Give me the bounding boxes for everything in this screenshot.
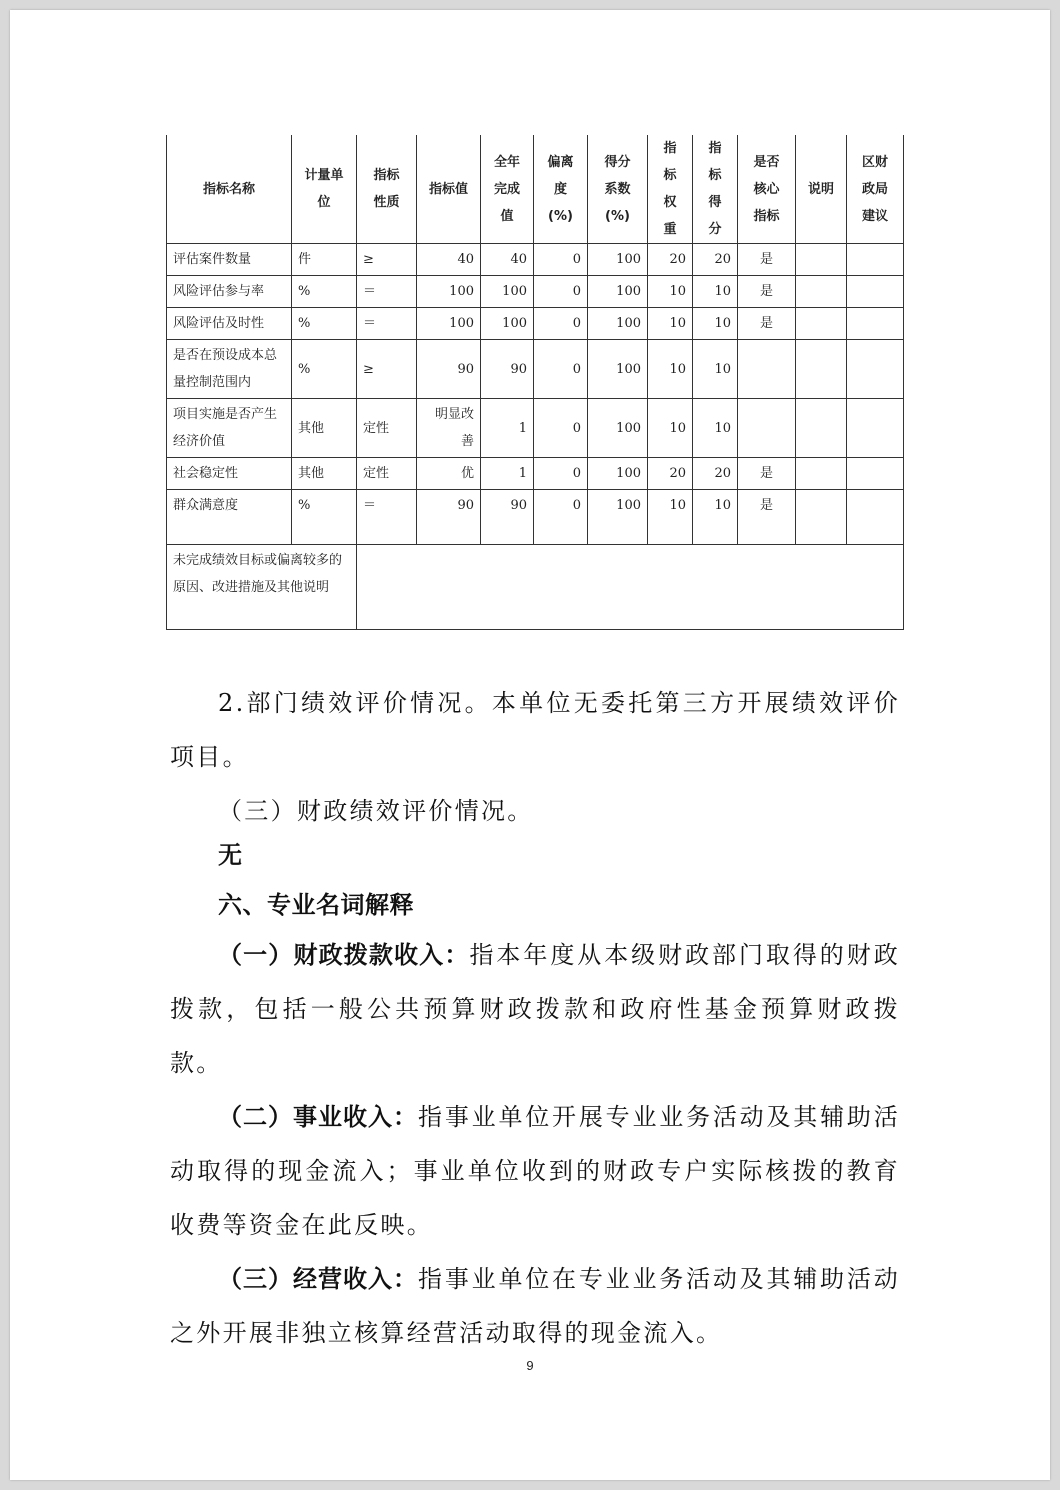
term-label: （二）事业收入：	[218, 1103, 419, 1131]
cell-advice	[847, 276, 904, 308]
definition-fiscal-appropriation	[170, 928, 900, 1090]
body-text	[170, 676, 900, 838]
header-target-value: 指标值	[417, 135, 481, 244]
paragraph-dept-evaluation: 2.部门绩效评价情况。本单位无委托第三方开展绩效评价项目。	[170, 689, 900, 771]
note-label: 未完成绩效目标或偏离较多的原因、改进措施及其他说明	[167, 545, 357, 630]
cell-deviation: 0	[534, 490, 588, 545]
cell-core	[738, 340, 796, 399]
cell-core: 是	[738, 308, 796, 340]
page-number: 9	[526, 1358, 534, 1373]
cell-advice	[847, 490, 904, 545]
term-text: 指本年度从本级财政部门取得的财政拨款，包括一般公共预算财政拨款和政府性基金预算财政拨款。	[170, 941, 900, 1077]
cell-weight: 10	[648, 308, 693, 340]
cell-coefficient: 100	[588, 276, 648, 308]
cell-nature: ≥	[357, 244, 417, 276]
cell-coefficient: 100	[588, 340, 648, 399]
cell-actual: 100	[481, 308, 534, 340]
cell-remark	[796, 244, 847, 276]
table-row	[167, 340, 904, 399]
cell-name: 群众满意度	[167, 490, 292, 545]
cell-score: 10	[693, 308, 738, 340]
cell-core: 是	[738, 244, 796, 276]
note-value	[357, 545, 904, 630]
table-row	[167, 399, 904, 458]
cell-actual: 40	[481, 244, 534, 276]
table-row	[167, 244, 904, 276]
cell-deviation: 0	[534, 244, 588, 276]
cell-unit: %	[292, 490, 357, 545]
cell-remark	[796, 276, 847, 308]
cell-core	[738, 399, 796, 458]
cell-coefficient: 100	[588, 244, 648, 276]
cell-score: 20	[693, 244, 738, 276]
cell-coefficient: 100	[588, 399, 648, 458]
table-row	[167, 458, 904, 490]
header-annual-actual: 全年完成值	[481, 135, 534, 244]
cell-remark	[796, 399, 847, 458]
cell-advice	[847, 458, 904, 490]
cell-unit: 件	[292, 244, 357, 276]
header-remark: 说明	[796, 135, 847, 244]
body-text-mid	[170, 830, 900, 930]
cell-score: 20	[693, 458, 738, 490]
cell-weight: 20	[648, 458, 693, 490]
cell-advice	[847, 244, 904, 276]
cell-unit: 其他	[292, 399, 357, 458]
cell-core: 是	[738, 276, 796, 308]
cell-name: 项目实施是否产生经济价值	[167, 399, 292, 458]
definitions	[170, 928, 900, 1360]
cell-actual: 90	[481, 340, 534, 399]
cell-advice	[847, 340, 904, 399]
header-unit: 计量单位	[292, 135, 357, 244]
cell-coefficient: 100	[588, 458, 648, 490]
definition-business-income	[170, 1090, 900, 1252]
cell-remark	[796, 340, 847, 399]
cell-unit: 其他	[292, 458, 357, 490]
heading-fiscal-evaluation: （三）财政绩效评价情况。	[218, 797, 534, 825]
header-indicator-name: 指标名称	[167, 135, 292, 244]
cell-deviation: 0	[534, 458, 588, 490]
table-row	[167, 276, 904, 308]
cell-nature: ＝	[357, 276, 417, 308]
cell-name: 风险评估及时性	[167, 308, 292, 340]
cell-unit: %	[292, 308, 357, 340]
cell-unit: %	[292, 340, 357, 399]
cell-remark	[796, 458, 847, 490]
cell-weight: 10	[648, 399, 693, 458]
cell-actual: 90	[481, 490, 534, 545]
cell-actual: 1	[481, 399, 534, 458]
cell-advice	[847, 308, 904, 340]
document-page	[10, 10, 1050, 1480]
cell-remark	[796, 308, 847, 340]
none-text: 无	[218, 841, 243, 869]
term-label: （三）经营收入：	[218, 1265, 419, 1293]
cell-target: 90	[417, 490, 481, 545]
term-label: （一）财政拨款收入：	[218, 941, 470, 969]
term-text: 指事业单位开展专业业务活动及其辅助活动取得的现金流入；事业单位收到的财政专户实际核拨的教育收费等资金在此反映。	[170, 1103, 900, 1239]
cell-core: 是	[738, 490, 796, 545]
header-is-core: 是否核心指标	[738, 135, 796, 244]
cell-deviation: 0	[534, 340, 588, 399]
header-nature: 指标性质	[357, 135, 417, 244]
cell-score: 10	[693, 340, 738, 399]
cell-nature: ≥	[357, 340, 417, 399]
cell-target: 90	[417, 340, 481, 399]
cell-weight: 10	[648, 340, 693, 399]
header-finance-advice: 区财政局建议	[847, 135, 904, 244]
cell-target: 明显改善	[417, 399, 481, 458]
cell-weight: 10	[648, 276, 693, 308]
table-note-row	[167, 545, 904, 630]
table-header-row	[167, 135, 904, 244]
cell-nature: 定性	[357, 399, 417, 458]
cell-actual: 1	[481, 458, 534, 490]
cell-target: 优	[417, 458, 481, 490]
header-deviation: 偏离度(%)	[534, 135, 588, 244]
cell-weight: 10	[648, 490, 693, 545]
term-text: 指事业单位在专业业务活动及其辅助活动之外开展非独立核算经营活动取得的现金流入。	[170, 1265, 900, 1347]
cell-weight: 20	[648, 244, 693, 276]
cell-coefficient: 100	[588, 308, 648, 340]
header-score: 指标得分	[693, 135, 738, 244]
cell-target: 100	[417, 308, 481, 340]
cell-remark	[796, 490, 847, 545]
cell-target: 100	[417, 276, 481, 308]
performance-indicator-table	[166, 135, 904, 630]
table-row	[167, 308, 904, 340]
cell-advice	[847, 399, 904, 458]
cell-deviation: 0	[534, 399, 588, 458]
cell-deviation: 0	[534, 276, 588, 308]
cell-target: 40	[417, 244, 481, 276]
header-score-coefficient: 得分系数(%)	[588, 135, 648, 244]
heading-terms: 六、专业名词解释	[218, 891, 414, 919]
cell-nature: ＝	[357, 490, 417, 545]
table-row	[167, 490, 904, 545]
cell-nature: 定性	[357, 458, 417, 490]
cell-actual: 100	[481, 276, 534, 308]
header-weight: 指标权重	[648, 135, 693, 244]
cell-name: 评估案件数量	[167, 244, 292, 276]
cell-core: 是	[738, 458, 796, 490]
cell-deviation: 0	[534, 308, 588, 340]
cell-unit: %	[292, 276, 357, 308]
definition-operating-income	[170, 1252, 900, 1360]
cell-coefficient: 100	[588, 490, 648, 545]
cell-score: 10	[693, 276, 738, 308]
cell-name: 社会稳定性	[167, 458, 292, 490]
cell-name: 是否在预设成本总量控制范围内	[167, 340, 292, 399]
cell-score: 10	[693, 490, 738, 545]
cell-name: 风险评估参与率	[167, 276, 292, 308]
cell-score: 10	[693, 399, 738, 458]
cell-nature: ＝	[357, 308, 417, 340]
